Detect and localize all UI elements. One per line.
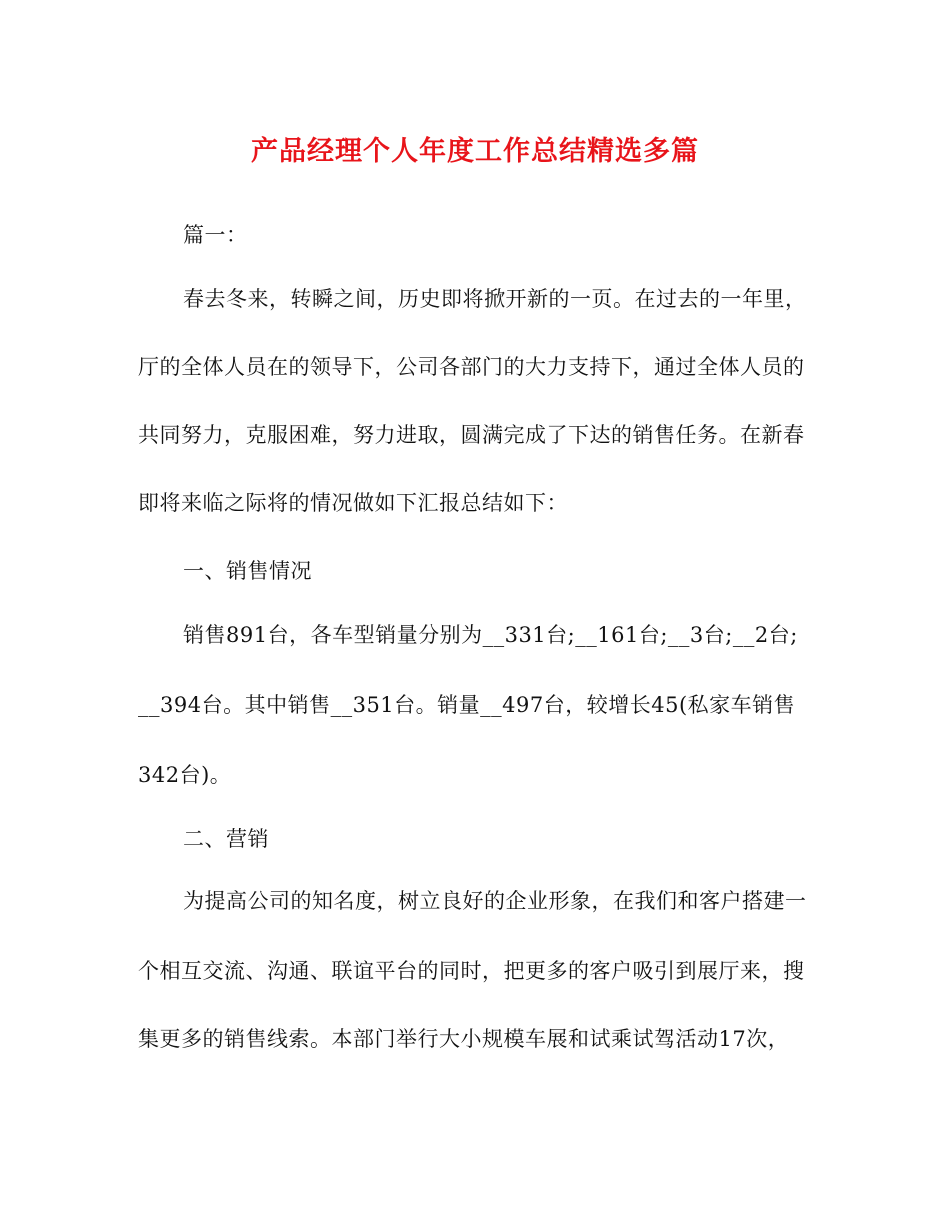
section-heading: 二、营销 xyxy=(183,827,269,851)
paragraph-line: 342台)。 xyxy=(138,763,232,787)
section-heading: 一、销售情况 xyxy=(183,559,312,583)
paragraph-line: 春去冬来，转瞬之间，历史即将掀开新的一页。在过去的一年里， xyxy=(183,287,807,311)
section-label: 篇一： xyxy=(183,223,248,247)
paragraph-line: 共同努力，克服困难，努力进取，圆满完成了下达的销售任务。在新春 xyxy=(138,423,805,447)
paragraph-line: 为提高公司的知名度，树立良好的企业形象，在我们和客户搭建一 xyxy=(183,889,807,913)
document-title: 产品经理个人年度工作总结精选多篇 xyxy=(251,136,699,167)
paragraph-line: 厅的全体人员在的领导下，公司各部门的大力支持下，通过全体人员的 xyxy=(138,355,805,379)
paragraph-line: 即将来临之际将的情况做如下汇报总结如下： xyxy=(138,491,568,515)
paragraph-line: 个相互交流、沟通、联谊平台的同时，把更多的客户吸引到展厅来，搜 xyxy=(138,959,805,983)
paragraph-line: 集更多的销售线索。本部门举行大小规模车展和试乘试驾活动17次， xyxy=(138,1027,790,1051)
paragraph-line: __394台。其中销售__351台。销量__497台，较增长45(私家车销售 xyxy=(138,693,796,717)
paragraph-line: 销售891台，各车型销量分别为__331台;__161台;__3台;__2台; xyxy=(183,623,798,647)
